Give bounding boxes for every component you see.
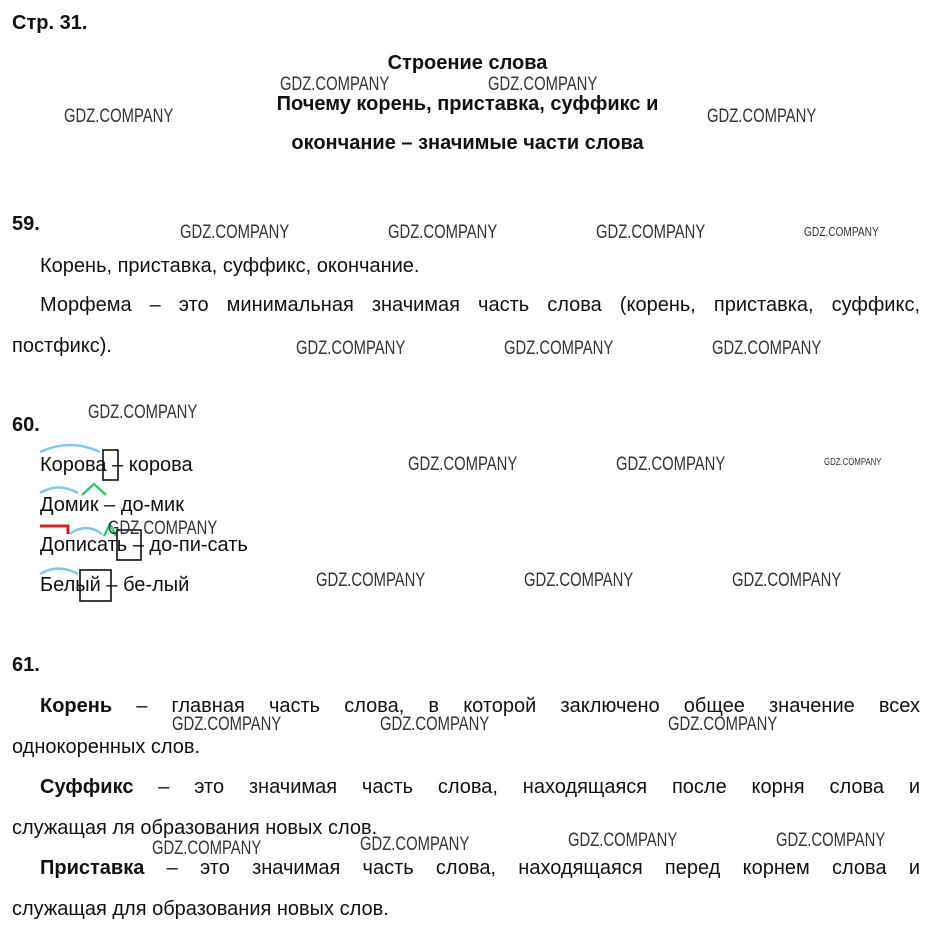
definition-prefix-line2: служащая для образования новых слов.: [12, 898, 389, 920]
separator: –: [127, 534, 150, 556]
syllables-belyi: бе-лый: [123, 574, 190, 596]
definition-suffix-line1: [40, 775, 920, 799]
watermark: GDZ.COMPANY: [152, 838, 262, 859]
watermark: GDZ.COMPANY: [316, 570, 426, 591]
separator: –: [106, 454, 129, 476]
watermark: GDZ.COMPANY: [712, 338, 822, 359]
page-label: Стр. 31.: [12, 12, 88, 34]
watermark: GDZ.COMPANY: [596, 222, 706, 243]
word-domik: Домик: [40, 494, 99, 516]
definition-suffix-text: – это значимая часть слова, находящаяся после корня слова и: [133, 776, 920, 798]
page-subtitle-line2: окончание – значимые части слова: [291, 132, 644, 154]
watermark: GDZ.COMPANY: [824, 457, 882, 468]
exercise-59-number: 59.: [12, 213, 40, 235]
term-root: Корень: [40, 695, 113, 717]
syllables-korova: корова: [128, 454, 193, 476]
exercise-59-line2: Морфема – это минимальная значимая часть слова (корень, приставка, суффикс,: [40, 294, 920, 316]
term-suffix: Суффикс: [40, 776, 134, 798]
root-arc-korova: [40, 445, 100, 452]
separator: –: [98, 494, 121, 516]
watermark: GDZ.COMPANY: [732, 570, 842, 591]
watermark: GDZ.COMPANY: [504, 338, 614, 359]
exercise-59-line1: Корень, приставка, суффикс, окончание.: [40, 255, 420, 277]
word-row-domik: [40, 494, 184, 517]
page-subtitle-line1: Почему корень, приставка, суффикс и: [276, 93, 659, 115]
page-title: Строение слова: [387, 52, 548, 74]
watermark: GDZ.COMPANY: [388, 222, 498, 243]
exercise-59-line3: постфикс).: [12, 335, 112, 357]
word-belyi: Белый: [40, 574, 101, 596]
word-korova: Корова: [40, 454, 107, 476]
word-row-belyi: [40, 574, 189, 597]
word-row-korova: [40, 454, 193, 477]
watermark: GDZ.COMPANY: [280, 74, 390, 95]
watermark: GDZ.COMPANY: [776, 830, 886, 851]
word-dopisat: Дописать: [40, 534, 128, 556]
root-arc-domik: [40, 488, 78, 494]
definition-suffix-line2: служащая ля образования новых слов.: [12, 817, 378, 839]
definition-root-text: – главная часть слова, в которой заключено общее значение всех: [112, 695, 920, 717]
watermark: GDZ.COMPANY: [296, 338, 406, 359]
watermark: GDZ.COMPANY: [668, 714, 778, 735]
syllables-dopisat: до-пи-сать: [149, 534, 248, 556]
prefix-mark-dopisat: [40, 526, 68, 534]
watermark: GDZ.COMPANY: [360, 834, 470, 855]
watermark: GDZ.COMPANY: [108, 518, 218, 539]
watermark: GDZ.COMPANY: [804, 224, 879, 239]
definition-prefix-text: – это значимая часть слова, находящаяся перед корнем слова и: [144, 857, 920, 879]
term-prefix: Приставка: [40, 857, 145, 879]
watermark: GDZ.COMPANY: [488, 74, 598, 95]
watermark: GDZ.COMPANY: [524, 570, 634, 591]
exercise-60-number: 60.: [12, 414, 40, 436]
separator: –: [100, 574, 124, 596]
definition-root-line2: однокоренных слов.: [12, 736, 201, 758]
watermark: GDZ.COMPANY: [568, 830, 678, 851]
watermark: GDZ.COMPANY: [616, 454, 726, 475]
syllables-domik: до-мик: [120, 494, 184, 516]
watermark: GDZ.COMPANY: [180, 222, 290, 243]
watermark: GDZ.COMPANY: [380, 714, 490, 735]
watermark: GDZ.COMPANY: [172, 714, 282, 735]
watermark: GDZ.COMPANY: [88, 402, 198, 423]
exercise-61-number: 61.: [12, 654, 40, 676]
watermark: GDZ.COMPANY: [64, 106, 174, 127]
watermark: GDZ.COMPANY: [707, 106, 817, 127]
watermark: GDZ.COMPANY: [408, 454, 518, 475]
